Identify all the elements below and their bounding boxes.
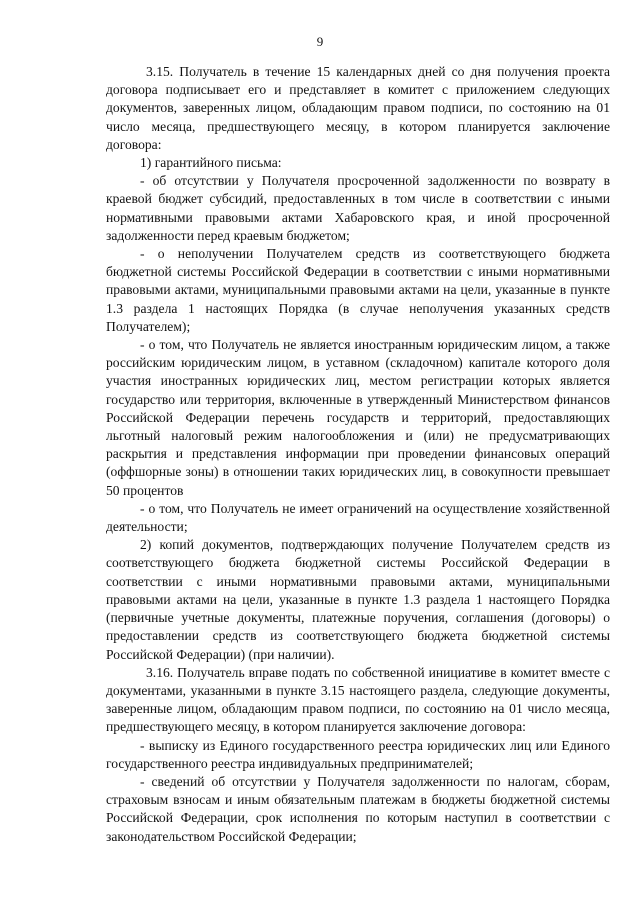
- paragraph-3-15: 3.15. Получатель в течение 15 календарных дней со дня получения проекта договора подписывает его и представляет в комитет с приложением следующих документов, заверенных лицом, обладающим правом подписи, по состоянию на 01 число месяца, предшествующего месяцу, в котором планируется заключение договора:: [106, 64, 610, 152]
- paragraph-not-foreign-entity: - о том, что Получатель не является иностранным юридическим лицом, а также российским юридическим лицом, в уставном (складочном) капитале которого доля участия иностранных юридических лиц, местом регистрации которых является государство или территория, включенные в утвержденный Министерством финансов Российской Федерации перечень государств и территорий, предоставляющих льготный налоговый режим налогообложения и (или) не предусматривающих раскрытия и представления информации при проведении финансовых операций (оффшорные зоны) в отношении таких юридических лиц, в совокупности превышает 50 процентов: [106, 337, 610, 498]
- paragraph-no-restrictions: - о том, что Получатель не имеет ограничений на осуществление хозяйственной деятельности;: [106, 500, 610, 535]
- paragraph-document-copies: 2) копий документов, подтверждающих получение Получателем средств из соответствующего бюджета бюджетной системы Российской Федерации в соответствии с иными нормативными правовыми актами, муниципальными правовыми актами на цели, указанные в пункте 1.3 раздела 1 настоящего Порядка (первичные учетные документы, платежные поручения, соглашения (договоры) о предоставлении средств из соответствующего бюджета бюджетной системы Российской Федерации) (при наличии).: [106, 537, 610, 662]
- paragraph-no-funds-received: - о неполучении Получателем средств из соответствующего бюджета бюджетной системы Российской Федерации в соответствии с иными нормативными правовыми актами, муниципальными правовыми актами на цели, указанные в пункте 1.3 раздела 1 настоящих Порядка (в случае неполучения указанных средств Получателем);: [106, 246, 610, 334]
- paragraph-no-overdue-debt: - об отсутствии у Получателя просроченной задолженности по возврату в краевой бюджет субсидий, предоставленных в том числе в соответствии с иными нормативными правовыми актами Хабаровского края, и иной просроченной задолженности перед краевым бюджетом;: [106, 173, 610, 243]
- paragraph-3-16: 3.16. Получатель вправе подать по собственной инициативе в комитет вместе с документами, указанными в пункте 3.15 настоящего раздела, следующие документы, заверенные лицом, обладающим правом подписи, по состоянию на 01 число месяца, предшествующего месяцу, в котором планируется заключение договора:: [106, 664, 610, 735]
- paragraph-registry-extract: - выписку из Единого государственного реестра юридических лиц или Единого государственного реестра индивидуальных предпринимателей;: [106, 737, 610, 771]
- paragraph-guarantee-letter: 1) гарантийного письма:: [140, 155, 282, 171]
- document-body: [106, 63, 610, 846]
- paragraph-tax-debt-info: - сведений об отсутствии у Получателя задолженности по налогам, сборам, страховым взносам и иным обязательным платежам в бюджеты бюджетной системы Российской Федерации, срок исполнения по которым наступил в соответствии с законодательством Российской Федерации;: [106, 773, 610, 844]
- page-number: 9: [316, 34, 324, 49]
